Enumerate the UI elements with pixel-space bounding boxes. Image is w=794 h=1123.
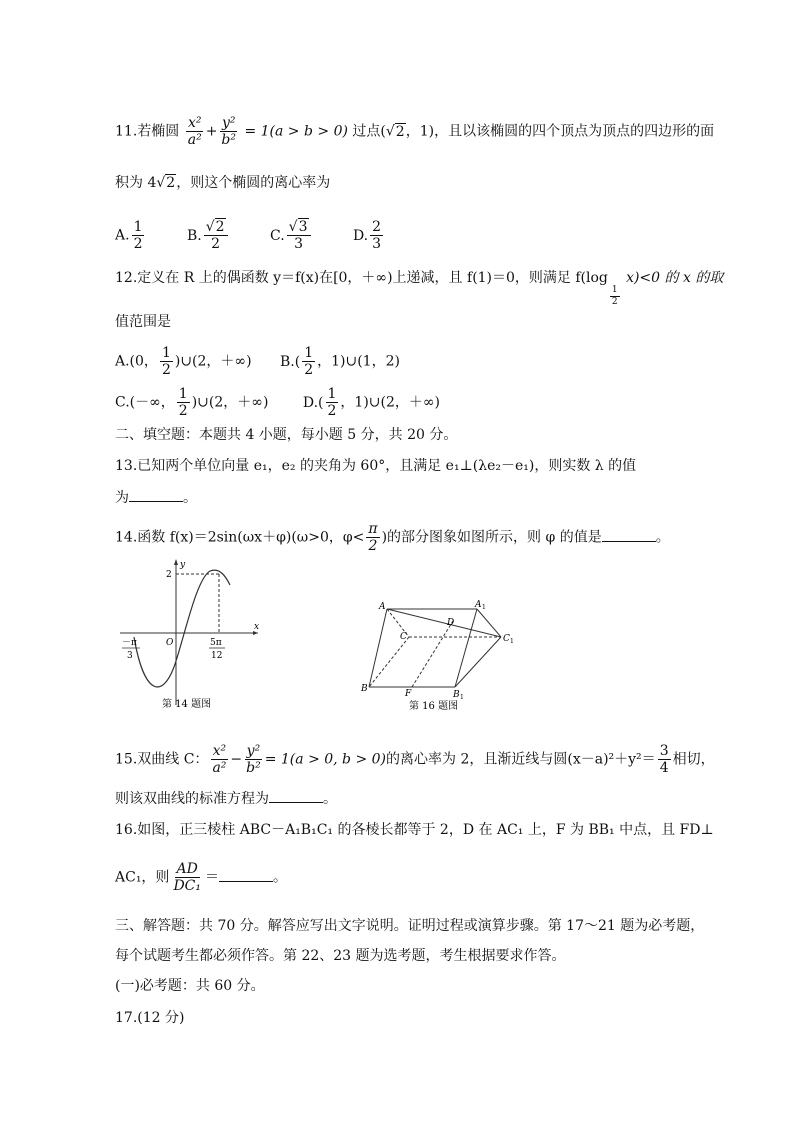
section3-line3: (一)必考题：共 60 分。: [115, 978, 265, 994]
fraction: $\frac{\text{x²}}{\text{a²}}$: [187, 115, 202, 148]
q16-line2: AC₁，则 $\frac{AD}{\text{DC₁}}$ ＝ 。: [115, 861, 287, 894]
label-D: D: [447, 618, 455, 628]
origin-label: O: [166, 638, 174, 648]
q13-line1: 13.已知两个单位向量 e₁，e₂ 的夹角为 60°，且满足 e₁⊥(λe₂－e₁)，则实数 λ 的值: [115, 458, 637, 474]
label-C1: C: [503, 634, 510, 644]
x-axis-label: x: [254, 622, 260, 632]
section3-line2: 每个试题考生都必须作答。第 22、23 题为选考题，考生根据要求作答。: [115, 948, 566, 964]
x-tick-pos-num: 5π: [210, 638, 222, 648]
q12-options-ab: A.(0， $\frac{1}{2}$ )∪(2，＋∞) B.( $\frac{1}{2}$ ，1)∪(1，2): [115, 345, 400, 378]
label-A1: A: [475, 600, 482, 610]
q14-line: 14.函数 f(x)＝2sin(ωx＋φ)(ω>0，φ< $\frac{\pi}{2}$ )的部分图象如图所示，则 φ 的值是 。: [115, 521, 670, 554]
svg-text:1: 1: [510, 638, 514, 645]
label-B: B: [361, 684, 368, 694]
label-C: C: [400, 632, 407, 642]
q15-line1: 15.双曲线 C： $\frac{\text{x²}}{\text{a²}}$ − $\frac{\text{y²}}{\text{b²}}$ = 1(a > 0, b > 0)的离心率为 2，且渐近线与圆(x－a)²＋y²＝ $\frac{3}{4}$ 相切，: [115, 743, 715, 776]
q12-line1: 12.定义在 R 上的偶函数 y＝f(x)在[0，＋∞)上递减，且 f(1)＝0，则满足 f(log $\frac{1}{2}$ x)<0 的 x 的取: [115, 270, 724, 307]
q15-line2: 则该双曲线的标准方程为 。: [115, 791, 337, 807]
x-tick-neg-den: 3: [127, 651, 133, 661]
figure-16-prism: [355, 595, 535, 715]
section-heading-2: 二、填空题：本题共 4 小题，每小题 5 分，共 20 分。: [115, 427, 458, 443]
fraction: $\frac{\text{y²}}{\text{b²}}$: [221, 115, 236, 148]
figure-14-caption: 第 14 题图: [162, 699, 212, 710]
figure-14-sine-graph: [110, 555, 270, 715]
label-B1: B: [453, 690, 460, 700]
q12-line2: 值范围是: [115, 314, 171, 330]
figure-16-caption: 第 16 题图: [409, 701, 459, 712]
q17-heading: 17.(12 分): [115, 1010, 185, 1026]
x-tick-pos-den: 12: [211, 651, 223, 661]
q11-line1: 11.若椭圆 $\frac{\text{x²}}{\text{a²}}$ + $\frac{\text{y²}}{\text{b²}}$ = 1(a > b > 0) 过点(√2，1)，且以该椭圆的四个顶点为顶点的四边形的面: [115, 115, 715, 148]
y-tick-2: 2: [166, 570, 172, 580]
q12-options-cd: C.(－∞， $\frac{1}{2}$ )∪(2，＋∞) D.( $\frac{1}{2}$ ，1)∪(2，＋∞): [115, 386, 441, 419]
label-F: F: [405, 689, 412, 699]
y-axis-label: y: [180, 560, 186, 570]
x-tick-neg-num: －π: [122, 638, 137, 648]
svg-text:1: 1: [460, 694, 464, 701]
section-heading-3: 三、解答题：共 70 分。解答应写出文字说明。证明过程或演算步骤。第 17～21 题为必考题，: [115, 918, 705, 934]
q11-line2: 积为 4√2，则这个椭圆的离心率为: [115, 175, 331, 191]
sine-curve: [134, 570, 230, 687]
q11-options: A. $\frac{1}{2}$ B. $\frac{√2}{2}$ C. $\frac{√3}{3}$ D. $\frac{2}{3}$: [115, 219, 382, 252]
q13-line2: 为 。: [115, 490, 197, 506]
label-A: A: [379, 602, 386, 612]
q16-line1: 16.如图，正三棱柱 ABC－A₁B₁C₁ 的各棱长都等于 2，D 在 AC₁ 上，F 为 BB₁ 中点，且 FD⊥: [115, 822, 714, 838]
svg-text:1: 1: [482, 604, 486, 611]
